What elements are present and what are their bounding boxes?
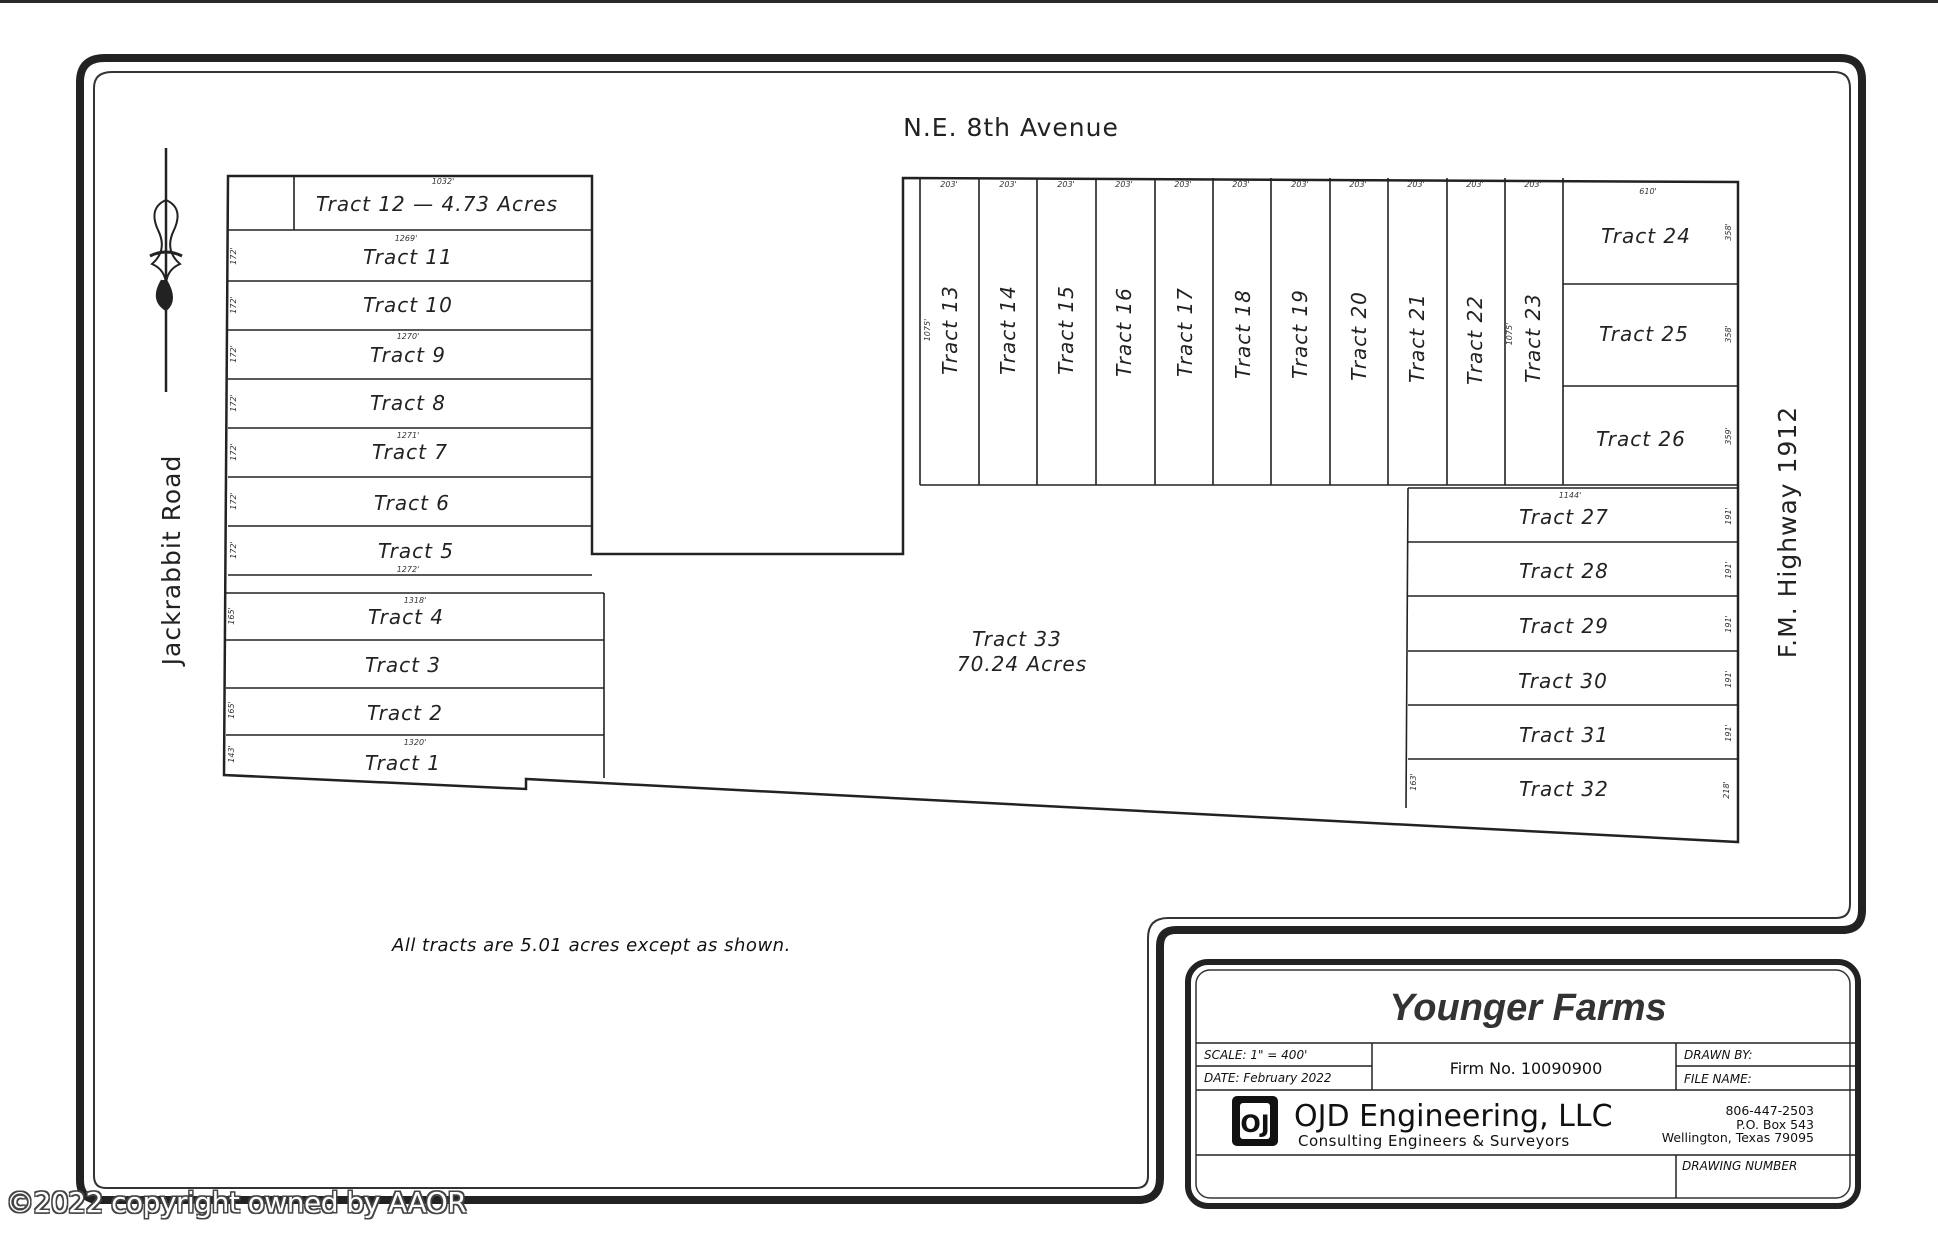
tract-11-top-dim: 1269' <box>394 234 418 243</box>
tract-30-side-dim: 191' <box>1724 670 1733 688</box>
tract-17-top-dim: 203' <box>1174 180 1192 189</box>
tract-14-top-dim: 203' <box>999 180 1017 189</box>
drawn-by-label: DRAWN BY: <box>1684 1048 1753 1062</box>
tract-33-acres: 70.24 Acres <box>956 652 1088 676</box>
tract-1-label: Tract 1 <box>364 751 442 775</box>
tract-22-top-dim: 203' <box>1466 180 1484 189</box>
tract-14-label: Tract 14 <box>996 285 1020 375</box>
tract-7-top-dim: 1271' <box>396 431 420 440</box>
tract-4-side-dim: 165' <box>227 607 236 625</box>
road-label-west: Jackrabbit Road <box>157 454 186 666</box>
tract-19-label: Tract 19 <box>1288 289 1312 379</box>
tract-32-left-dim: 163' <box>1409 773 1418 791</box>
tract-23-top-dim: 203' <box>1524 180 1542 189</box>
tract-15-top-dim: 203' <box>1057 180 1075 189</box>
firm-number: Firm No. 10090900 <box>1449 1059 1603 1078</box>
tract-7-side-dim: 172' <box>229 443 238 461</box>
road-label-north: N.E. 8th Avenue <box>903 113 1119 142</box>
tract-2-label: Tract 2 <box>366 701 444 725</box>
company-subtitle: Consulting Engineers & Surveyors <box>1298 1132 1570 1150</box>
ojd-logo-icon <box>1232 1096 1278 1146</box>
tract-5-bottom-dim: 1272' <box>396 565 420 574</box>
company-po-box: P.O. Box 543 <box>1736 1117 1814 1132</box>
tract-26-side-dim: 359' <box>1724 427 1733 445</box>
tract-13-top-dim: 203' <box>940 180 958 189</box>
tract-12-label: Tract 12 — 4.73 Acres <box>315 192 559 216</box>
tract-25-label: Tract 25 <box>1599 322 1689 346</box>
tract-labels-top <box>923 180 1545 385</box>
tract-25-side-dim: 358' <box>1724 325 1733 343</box>
tract-8-side-dim: 172' <box>229 394 238 412</box>
drawing-number-label: DRAWING NUMBER <box>1682 1159 1798 1173</box>
road-label-east: F.M. Highway 1912 <box>1773 405 1802 659</box>
tract-5-side-dim: 172' <box>229 541 238 559</box>
company-phone: 806-447-2503 <box>1725 1103 1814 1118</box>
tract-6-side-dim: 172' <box>229 492 238 510</box>
tract-4-top-dim: 1318' <box>403 596 427 605</box>
tract-2-side-dim: 165' <box>227 701 236 719</box>
tract-33-label: Tract 33 <box>972 627 1062 651</box>
company-name: OJD Engineering, LLC <box>1294 1099 1613 1134</box>
tract-9-side-dim: 172' <box>229 345 238 363</box>
tract-10-label: Tract 10 <box>363 293 453 317</box>
tract-12-top-dim: 1032' <box>431 177 455 186</box>
tract-20-top-dim: 203' <box>1349 180 1367 189</box>
tract-27-side-dim: 191' <box>1724 507 1733 525</box>
tract-11-label: Tract 11 <box>363 245 453 269</box>
tract-31-label: Tract 31 <box>1519 723 1609 747</box>
tract-24-side-dim: 358' <box>1724 223 1733 241</box>
acreage-note: All tracts are 5.01 acres except as shown. <box>392 935 791 956</box>
tract-29-label: Tract 29 <box>1519 614 1609 638</box>
scale-label: SCALE: 1" = 400' <box>1204 1048 1308 1062</box>
tract-24-top-dim: 610' <box>1639 187 1657 196</box>
tract-19-top-dim: 203' <box>1291 180 1309 189</box>
tract-6-label: Tract 6 <box>373 491 451 515</box>
tract-23-label: Tract 23 <box>1521 293 1545 383</box>
tract-16-label: Tract 16 <box>1112 287 1136 377</box>
date-label: DATE: February 2022 <box>1204 1071 1332 1085</box>
tract-labels-right <box>1409 187 1733 801</box>
tract-13-side-dim: 1075' <box>923 318 932 342</box>
tract-31-side-dim: 191' <box>1724 724 1733 742</box>
tract-13-label: Tract 13 <box>938 285 962 375</box>
tract-1-top-dim: 1320' <box>403 738 427 747</box>
tract-27-label: Tract 27 <box>1519 505 1609 529</box>
copyright-watermark: ©2022 copyright owned by AAOR <box>6 1186 467 1219</box>
tract-28-side-dim: 191' <box>1724 561 1733 579</box>
tract-5-label: Tract 5 <box>377 539 455 563</box>
tract-18-label: Tract 18 <box>1231 289 1255 379</box>
tract-10-side-dim: 172' <box>229 296 238 314</box>
tract-18-top-dim: 203' <box>1232 180 1250 189</box>
tract-21-label: Tract 21 <box>1405 293 1429 383</box>
title-block <box>1188 962 1858 1206</box>
tract-32-side-dim: 218' <box>1722 781 1731 799</box>
tract-32-label: Tract 32 <box>1519 777 1609 801</box>
tract-17-label: Tract 17 <box>1173 287 1197 377</box>
tract-28-label: Tract 28 <box>1519 559 1609 583</box>
project-title: Younger Farms <box>1389 987 1667 1029</box>
tract-7-label: Tract 7 <box>371 440 449 464</box>
logo-letters: OJ <box>1240 1110 1270 1138</box>
tract-29-side-dim: 191' <box>1724 615 1733 633</box>
tract-1-side-dim: 143' <box>227 745 236 763</box>
tract-22-label: Tract 22 <box>1463 295 1487 385</box>
tract-15-label: Tract 15 <box>1054 285 1078 375</box>
tract-4-label: Tract 4 <box>367 605 445 629</box>
tract-9-top-dim: 1270' <box>396 332 420 341</box>
tract-16-top-dim: 203' <box>1115 180 1133 189</box>
tract-9-label: Tract 9 <box>369 343 447 367</box>
tract-26-label: Tract 26 <box>1596 427 1686 451</box>
tract-8-label: Tract 8 <box>369 391 447 415</box>
file-name-label: FILE NAME: <box>1684 1072 1752 1086</box>
tract-21-top-dim: 203' <box>1407 180 1425 189</box>
tract-24-label: Tract 24 <box>1601 224 1691 248</box>
tract-11-side-dim: 172' <box>229 247 238 265</box>
tract-27-top-dim: 1144' <box>1558 491 1582 500</box>
tract-23-side-dim: 1075' <box>1505 322 1514 346</box>
north-arrow-icon <box>150 148 182 392</box>
tract-3-label: Tract 3 <box>364 653 442 677</box>
tract-labels-left <box>227 177 558 775</box>
tract-20-label: Tract 20 <box>1347 291 1371 381</box>
tract-30-label: Tract 30 <box>1518 669 1608 693</box>
property-boundary <box>224 176 1738 842</box>
company-city: Wellington, Texas 79095 <box>1661 1130 1814 1145</box>
